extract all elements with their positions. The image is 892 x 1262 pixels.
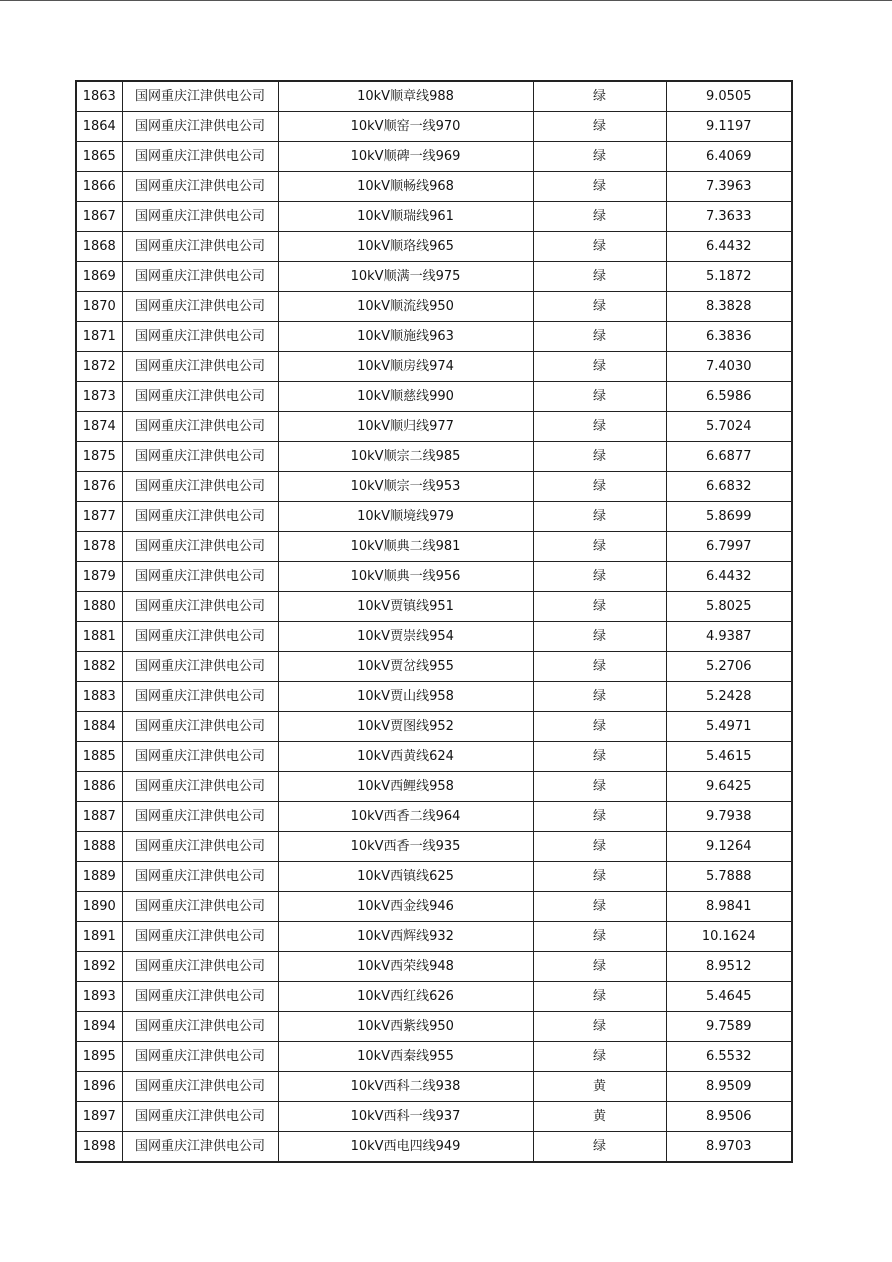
value-cell: 7.3633 bbox=[666, 202, 792, 232]
value-cell: 9.6425 bbox=[666, 772, 792, 802]
line-data-table bbox=[75, 80, 793, 1163]
status-cell: 绿 bbox=[533, 802, 666, 832]
value-cell: 5.4645 bbox=[666, 982, 792, 1012]
status-cell: 绿 bbox=[533, 592, 666, 622]
status-cell: 绿 bbox=[533, 81, 666, 112]
value-cell: 8.9841 bbox=[666, 892, 792, 922]
value-cell: 6.5986 bbox=[666, 382, 792, 412]
company-cell: 国网重庆江津供电公司 bbox=[122, 81, 278, 112]
row-number-cell: 1893 bbox=[76, 982, 122, 1012]
company-cell: 国网重庆江津供电公司 bbox=[122, 952, 278, 982]
value-cell: 9.1197 bbox=[666, 112, 792, 142]
line-name-cell: 10kV顺珞线965 bbox=[278, 232, 533, 262]
line-name-cell: 10kV西紫线950 bbox=[278, 1012, 533, 1042]
status-cell: 绿 bbox=[533, 682, 666, 712]
row-number-cell: 1889 bbox=[76, 862, 122, 892]
table-row bbox=[76, 502, 792, 532]
status-cell: 绿 bbox=[533, 622, 666, 652]
row-number-cell: 1870 bbox=[76, 292, 122, 322]
status-cell: 绿 bbox=[533, 352, 666, 382]
company-cell: 国网重庆江津供电公司 bbox=[122, 742, 278, 772]
value-cell: 6.6832 bbox=[666, 472, 792, 502]
table-row bbox=[76, 892, 792, 922]
row-number-cell: 1867 bbox=[76, 202, 122, 232]
status-cell: 绿 bbox=[533, 1132, 666, 1163]
company-cell: 国网重庆江津供电公司 bbox=[122, 1132, 278, 1163]
status-cell: 绿 bbox=[533, 1012, 666, 1042]
row-number-cell: 1865 bbox=[76, 142, 122, 172]
company-cell: 国网重庆江津供电公司 bbox=[122, 862, 278, 892]
table-row bbox=[76, 412, 792, 442]
line-name-cell: 10kV顺瑞线961 bbox=[278, 202, 533, 232]
company-cell: 国网重庆江津供电公司 bbox=[122, 202, 278, 232]
row-number-cell: 1882 bbox=[76, 652, 122, 682]
value-cell: 7.3963 bbox=[666, 172, 792, 202]
row-number-cell: 1892 bbox=[76, 952, 122, 982]
table-body bbox=[76, 81, 792, 1162]
table-row bbox=[76, 832, 792, 862]
line-name-cell: 10kV西辉线932 bbox=[278, 922, 533, 952]
value-cell: 8.9509 bbox=[666, 1072, 792, 1102]
table-row bbox=[76, 622, 792, 652]
line-name-cell: 10kV顺典二线981 bbox=[278, 532, 533, 562]
company-cell: 国网重庆江津供电公司 bbox=[122, 142, 278, 172]
value-cell: 8.9506 bbox=[666, 1102, 792, 1132]
line-name-cell: 10kV贾崇线954 bbox=[278, 622, 533, 652]
status-cell: 绿 bbox=[533, 772, 666, 802]
status-cell: 绿 bbox=[533, 922, 666, 952]
company-cell: 国网重庆江津供电公司 bbox=[122, 1012, 278, 1042]
table-row bbox=[76, 472, 792, 502]
company-cell: 国网重庆江津供电公司 bbox=[122, 472, 278, 502]
value-cell: 10.1624 bbox=[666, 922, 792, 952]
row-number-cell: 1876 bbox=[76, 472, 122, 502]
value-cell: 5.2706 bbox=[666, 652, 792, 682]
company-cell: 国网重庆江津供电公司 bbox=[122, 682, 278, 712]
table-row bbox=[76, 592, 792, 622]
table-row bbox=[76, 262, 792, 292]
row-number-cell: 1890 bbox=[76, 892, 122, 922]
value-cell: 7.4030 bbox=[666, 352, 792, 382]
table-row bbox=[76, 1072, 792, 1102]
page-top-rule bbox=[0, 0, 892, 1]
line-name-cell: 10kV顺典一线956 bbox=[278, 562, 533, 592]
table-row bbox=[76, 922, 792, 952]
line-name-cell: 10kV西鲤线958 bbox=[278, 772, 533, 802]
row-number-cell: 1874 bbox=[76, 412, 122, 442]
line-name-cell: 10kV西镇线625 bbox=[278, 862, 533, 892]
company-cell: 国网重庆江津供电公司 bbox=[122, 892, 278, 922]
table-row bbox=[76, 742, 792, 772]
value-cell: 8.9512 bbox=[666, 952, 792, 982]
row-number-cell: 1878 bbox=[76, 532, 122, 562]
table-row bbox=[76, 172, 792, 202]
company-cell: 国网重庆江津供电公司 bbox=[122, 1042, 278, 1072]
value-cell: 8.3828 bbox=[666, 292, 792, 322]
status-cell: 绿 bbox=[533, 382, 666, 412]
row-number-cell: 1877 bbox=[76, 502, 122, 532]
table-row bbox=[76, 1042, 792, 1072]
value-cell: 5.8699 bbox=[666, 502, 792, 532]
value-cell: 5.8025 bbox=[666, 592, 792, 622]
line-name-cell: 10kV顺宗一线953 bbox=[278, 472, 533, 502]
value-cell: 5.4615 bbox=[666, 742, 792, 772]
value-cell: 5.7024 bbox=[666, 412, 792, 442]
row-number-cell: 1886 bbox=[76, 772, 122, 802]
value-cell: 9.1264 bbox=[666, 832, 792, 862]
value-cell: 5.1872 bbox=[666, 262, 792, 292]
row-number-cell: 1895 bbox=[76, 1042, 122, 1072]
table-row bbox=[76, 982, 792, 1012]
value-cell: 9.7589 bbox=[666, 1012, 792, 1042]
row-number-cell: 1897 bbox=[76, 1102, 122, 1132]
table-row bbox=[76, 382, 792, 412]
table-row bbox=[76, 142, 792, 172]
table-row bbox=[76, 112, 792, 142]
company-cell: 国网重庆江津供电公司 bbox=[122, 412, 278, 442]
line-name-cell: 10kV西香一线935 bbox=[278, 832, 533, 862]
line-name-cell: 10kV顺施线963 bbox=[278, 322, 533, 352]
company-cell: 国网重庆江津供电公司 bbox=[122, 652, 278, 682]
status-cell: 绿 bbox=[533, 112, 666, 142]
line-name-cell: 10kV贾山线958 bbox=[278, 682, 533, 712]
row-number-cell: 1883 bbox=[76, 682, 122, 712]
company-cell: 国网重庆江津供电公司 bbox=[122, 592, 278, 622]
status-cell: 黄 bbox=[533, 1102, 666, 1132]
row-number-cell: 1880 bbox=[76, 592, 122, 622]
table-row bbox=[76, 772, 792, 802]
table-row bbox=[76, 1132, 792, 1163]
company-cell: 国网重庆江津供电公司 bbox=[122, 502, 278, 532]
company-cell: 国网重庆江津供电公司 bbox=[122, 262, 278, 292]
row-number-cell: 1868 bbox=[76, 232, 122, 262]
company-cell: 国网重庆江津供电公司 bbox=[122, 562, 278, 592]
status-cell: 绿 bbox=[533, 202, 666, 232]
row-number-cell: 1872 bbox=[76, 352, 122, 382]
line-name-cell: 10kV贾图线952 bbox=[278, 712, 533, 742]
line-name-cell: 10kV顺畅线968 bbox=[278, 172, 533, 202]
line-name-cell: 10kV西金线946 bbox=[278, 892, 533, 922]
line-name-cell: 10kV顺满一线975 bbox=[278, 262, 533, 292]
company-cell: 国网重庆江津供电公司 bbox=[122, 292, 278, 322]
table-row bbox=[76, 352, 792, 382]
status-cell: 绿 bbox=[533, 562, 666, 592]
table-row bbox=[76, 202, 792, 232]
row-number-cell: 1885 bbox=[76, 742, 122, 772]
company-cell: 国网重庆江津供电公司 bbox=[122, 622, 278, 652]
line-name-cell: 10kV顺窑一线970 bbox=[278, 112, 533, 142]
table-row bbox=[76, 952, 792, 982]
company-cell: 国网重庆江津供电公司 bbox=[122, 1072, 278, 1102]
row-number-cell: 1896 bbox=[76, 1072, 122, 1102]
value-cell: 5.2428 bbox=[666, 682, 792, 712]
company-cell: 国网重庆江津供电公司 bbox=[122, 232, 278, 262]
status-cell: 黄 bbox=[533, 1072, 666, 1102]
line-name-cell: 10kV西科二线938 bbox=[278, 1072, 533, 1102]
line-name-cell: 10kV西红线626 bbox=[278, 982, 533, 1012]
value-cell: 4.9387 bbox=[666, 622, 792, 652]
value-cell: 5.7888 bbox=[666, 862, 792, 892]
value-cell: 6.7997 bbox=[666, 532, 792, 562]
table-row bbox=[76, 1102, 792, 1132]
table-row bbox=[76, 532, 792, 562]
line-name-cell: 10kV顺碑一线969 bbox=[278, 142, 533, 172]
row-number-cell: 1866 bbox=[76, 172, 122, 202]
line-name-cell: 10kV贾镇线951 bbox=[278, 592, 533, 622]
value-cell: 6.4432 bbox=[666, 232, 792, 262]
company-cell: 国网重庆江津供电公司 bbox=[122, 382, 278, 412]
company-cell: 国网重庆江津供电公司 bbox=[122, 322, 278, 352]
table-row bbox=[76, 862, 792, 892]
company-cell: 国网重庆江津供电公司 bbox=[122, 112, 278, 142]
value-cell: 9.0505 bbox=[666, 81, 792, 112]
row-number-cell: 1863 bbox=[76, 81, 122, 112]
status-cell: 绿 bbox=[533, 862, 666, 892]
value-cell: 6.5532 bbox=[666, 1042, 792, 1072]
line-name-cell: 10kV西荣线948 bbox=[278, 952, 533, 982]
status-cell: 绿 bbox=[533, 262, 666, 292]
status-cell: 绿 bbox=[533, 142, 666, 172]
company-cell: 国网重庆江津供电公司 bbox=[122, 1102, 278, 1132]
table-row bbox=[76, 81, 792, 112]
line-name-cell: 10kV西香二线964 bbox=[278, 802, 533, 832]
status-cell: 绿 bbox=[533, 532, 666, 562]
table-row bbox=[76, 1012, 792, 1042]
line-name-cell: 10kV顺归线977 bbox=[278, 412, 533, 442]
line-name-cell: 10kV顺宗二线985 bbox=[278, 442, 533, 472]
company-cell: 国网重庆江津供电公司 bbox=[122, 532, 278, 562]
status-cell: 绿 bbox=[533, 322, 666, 352]
status-cell: 绿 bbox=[533, 652, 666, 682]
status-cell: 绿 bbox=[533, 982, 666, 1012]
row-number-cell: 1891 bbox=[76, 922, 122, 952]
company-cell: 国网重庆江津供电公司 bbox=[122, 922, 278, 952]
value-cell: 8.9703 bbox=[666, 1132, 792, 1163]
table-row bbox=[76, 802, 792, 832]
value-cell: 6.4069 bbox=[666, 142, 792, 172]
status-cell: 绿 bbox=[533, 412, 666, 442]
table-row bbox=[76, 562, 792, 592]
company-cell: 国网重庆江津供电公司 bbox=[122, 172, 278, 202]
company-cell: 国网重庆江津供电公司 bbox=[122, 442, 278, 472]
line-name-cell: 10kV西电四线949 bbox=[278, 1132, 533, 1163]
line-name-cell: 10kV西秦线955 bbox=[278, 1042, 533, 1072]
row-number-cell: 1884 bbox=[76, 712, 122, 742]
status-cell: 绿 bbox=[533, 832, 666, 862]
status-cell: 绿 bbox=[533, 172, 666, 202]
company-cell: 国网重庆江津供电公司 bbox=[122, 772, 278, 802]
row-number-cell: 1871 bbox=[76, 322, 122, 352]
row-number-cell: 1873 bbox=[76, 382, 122, 412]
status-cell: 绿 bbox=[533, 442, 666, 472]
table-row bbox=[76, 322, 792, 352]
company-cell: 国网重庆江津供电公司 bbox=[122, 352, 278, 382]
table-row bbox=[76, 652, 792, 682]
company-cell: 国网重庆江津供电公司 bbox=[122, 982, 278, 1012]
value-cell: 6.3836 bbox=[666, 322, 792, 352]
status-cell: 绿 bbox=[533, 502, 666, 532]
line-name-cell: 10kV顺流线950 bbox=[278, 292, 533, 322]
value-cell: 6.6877 bbox=[666, 442, 792, 472]
table-row bbox=[76, 712, 792, 742]
status-cell: 绿 bbox=[533, 712, 666, 742]
company-cell: 国网重庆江津供电公司 bbox=[122, 802, 278, 832]
status-cell: 绿 bbox=[533, 892, 666, 922]
status-cell: 绿 bbox=[533, 952, 666, 982]
row-number-cell: 1887 bbox=[76, 802, 122, 832]
line-name-cell: 10kV西黄线624 bbox=[278, 742, 533, 772]
line-name-cell: 10kV贾岔线955 bbox=[278, 652, 533, 682]
line-name-cell: 10kV顺房线974 bbox=[278, 352, 533, 382]
status-cell: 绿 bbox=[533, 1042, 666, 1072]
row-number-cell: 1864 bbox=[76, 112, 122, 142]
value-cell: 6.4432 bbox=[666, 562, 792, 592]
table-row bbox=[76, 442, 792, 472]
row-number-cell: 1898 bbox=[76, 1132, 122, 1163]
row-number-cell: 1869 bbox=[76, 262, 122, 292]
row-number-cell: 1888 bbox=[76, 832, 122, 862]
line-name-cell: 10kV顺章线988 bbox=[278, 81, 533, 112]
table-row bbox=[76, 232, 792, 262]
status-cell: 绿 bbox=[533, 742, 666, 772]
table-row bbox=[76, 292, 792, 322]
row-number-cell: 1875 bbox=[76, 442, 122, 472]
row-number-cell: 1894 bbox=[76, 1012, 122, 1042]
status-cell: 绿 bbox=[533, 232, 666, 262]
company-cell: 国网重庆江津供电公司 bbox=[122, 712, 278, 742]
row-number-cell: 1881 bbox=[76, 622, 122, 652]
company-cell: 国网重庆江津供电公司 bbox=[122, 832, 278, 862]
status-cell: 绿 bbox=[533, 292, 666, 322]
line-name-cell: 10kV顺境线979 bbox=[278, 502, 533, 532]
value-cell: 5.4971 bbox=[666, 712, 792, 742]
table-row bbox=[76, 682, 792, 712]
row-number-cell: 1879 bbox=[76, 562, 122, 592]
line-name-cell: 10kV西科一线937 bbox=[278, 1102, 533, 1132]
value-cell: 9.7938 bbox=[666, 802, 792, 832]
status-cell: 绿 bbox=[533, 472, 666, 502]
line-name-cell: 10kV顺慈线990 bbox=[278, 382, 533, 412]
